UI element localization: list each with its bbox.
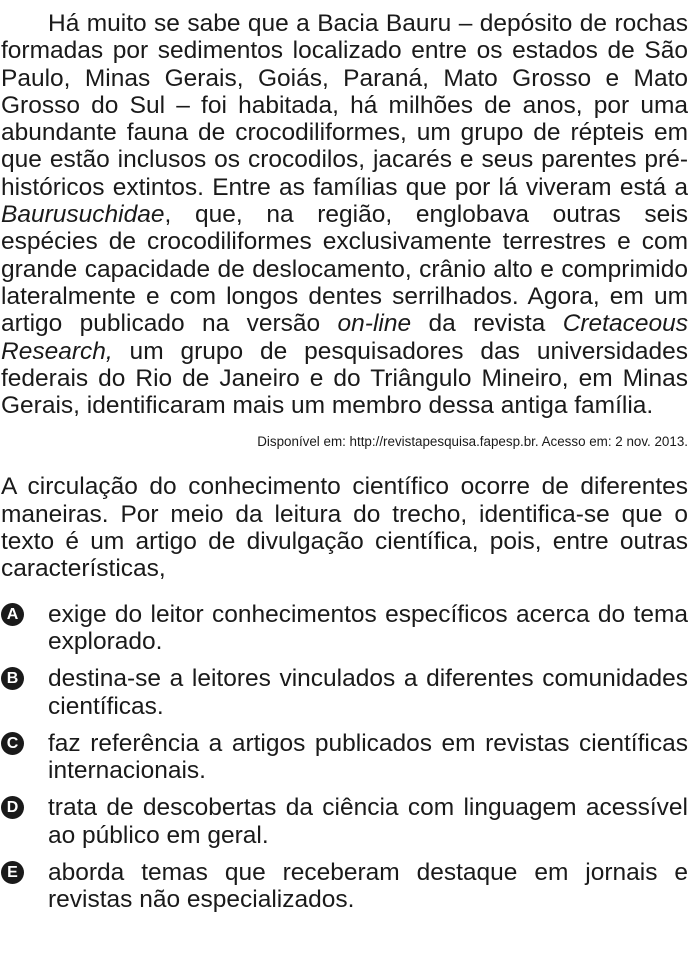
option-a-text: exige do leitor conhecimentos específicos acerca do tema explorado. [48, 600, 688, 655]
option-c-text: faz referência a artigos publicados em revistas científicas internacionais. [48, 729, 688, 785]
question-stem: A circulação do conhecimento científico ocorre de diferentes maneiras. Por meio da leitura do trecho, identifica-se que o texto é um artigo de divulgação científica, pois, entre outras características, [1, 473, 688, 583]
passage-part-1: Há muito se sabe que a Bacia Bauru – depósito de rochas formadas por sedimentos localizado entre os estados de São Paulo, Minas Gerais, Goiás, Paraná, Mato Grosso e Mato Grosso do Sul – foi habitada, há milhões de anos, por uma abundante fauna de crocodiliformes, um grupo de répteis em que estão inclusos os crocodilos, jacarés e seus parentes pré-históricos extintos. Entre as famílias que por lá viveram está a [1, 10, 688, 201]
option-a[interactable] [1, 601, 688, 656]
option-d-text: trata de descobertas da ciência com linguagem acessível ao público em geral. [48, 794, 688, 849]
option-c[interactable] [1, 730, 688, 785]
answer-options [1, 601, 688, 914]
option-b[interactable] [1, 665, 688, 720]
passage-part-3: da revista [411, 310, 563, 338]
passage-family-name: Baurusuchidae [1, 201, 165, 229]
option-d[interactable] [1, 794, 688, 849]
passage-part-2: , que, na região, englobava outras seis espécies de crocodiliformes exclusivamente terrestres e com grande capacidade de deslocamento, crânio alto e comprimido lateralmente e com longos dentes serrilhados. Agora, em um artigo publicado na versão [1, 201, 688, 338]
option-c-badge: C [1, 732, 24, 755]
option-a-badge: A [1, 603, 24, 626]
passage-online: on-line [337, 310, 412, 338]
option-e[interactable] [1, 859, 688, 914]
passage-journal: Cretaceous Research, [1, 310, 688, 365]
option-b-text: destina-se a leitores vinculados a diferentes comunidades científicas. [48, 665, 688, 720]
passage-part-4: um grupo de pesquisadores das universidades federais do Rio de Janeiro e do Triângulo Mineiro, em Minas Gerais, identificaram mais um membro dessa antiga família. [1, 337, 688, 420]
option-b-badge: B [1, 667, 24, 690]
source-citation: Disponível em: http://revistapesquisa.fapesp.br. Acesso em: 2 nov. 2013. [257, 434, 688, 450]
option-d-badge: D [1, 796, 24, 819]
passage-text [1, 10, 688, 419]
option-e-text: aborda temas que receberam destaque em jornais e revistas não especializados. [48, 859, 688, 914]
option-e-badge: E [1, 861, 24, 884]
